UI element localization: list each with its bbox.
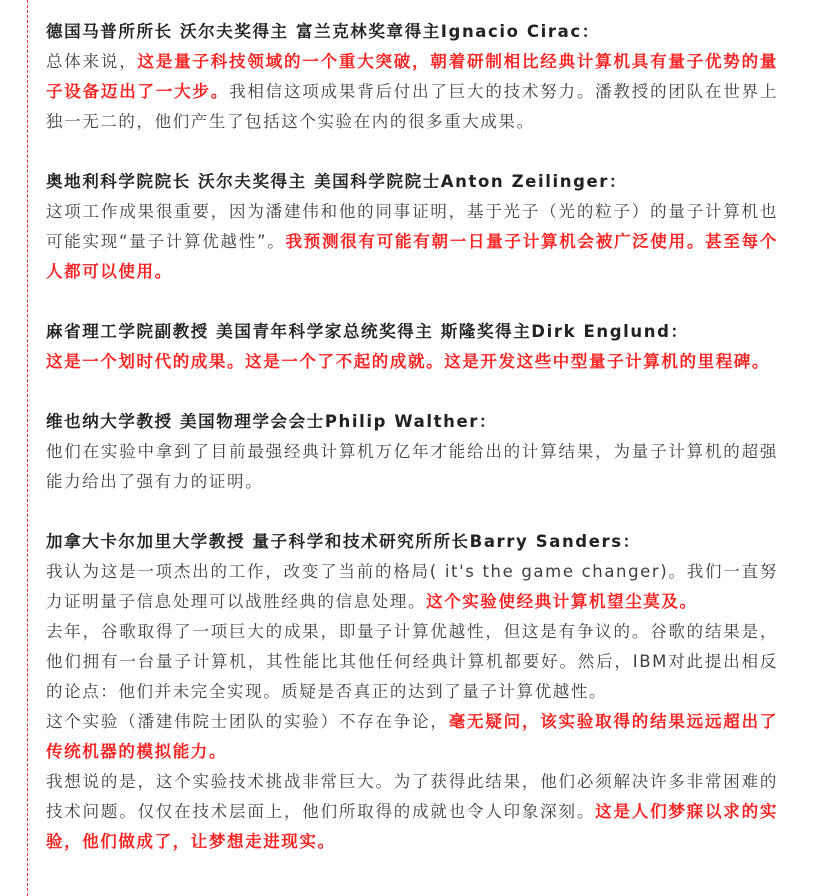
body-text: 我认为这是一项杰出的工作，改变了当前的格局( it's the game changer)。我们一直努力证明量子信息处理可以战胜经典的信息处理。 xyxy=(46,562,778,611)
quote-block xyxy=(46,317,778,377)
quote-block xyxy=(46,527,778,857)
body-text: 去年，谷歌取得了一项巨大的成果，即量子计算优越性，但这是有争议的。谷歌的结果是，他们拥有一台量子计算机，其性能比其他任何经典计算机都要好。然后，IBM对此提出相反的论点：他们并未完全实现。质疑是否真正的达到了量子计算优越性。 xyxy=(46,622,778,701)
dashed-left-border xyxy=(27,0,28,896)
highlighted-text: 这是一个划时代的成果。这是一个了不起的成就。这是开发这些中型量子计算机的里程碑。 xyxy=(46,352,770,371)
body-text: 我相信这项成果背后付出了巨大的技术努力。潘教授的团队在世界上独一无二的，他们产生了包括这个实验在内的很多重大成果。 xyxy=(46,82,779,131)
quote-paragraph xyxy=(46,557,778,617)
quote-block xyxy=(46,17,778,137)
body-text: 他们在实验中拿到了目前最强经典计算机万亿年才能给出的计算结果，为量子计算机的超强能力给出了强有力的证明。 xyxy=(46,442,778,491)
highlighted-text: 这是人们梦寐以求的实验，他们做成了，让梦想走进现实。 xyxy=(46,802,779,851)
quote-paragraph xyxy=(46,47,778,137)
body-text: 这项工作成果很重要，因为潘建伟和他的同事证明，基于光子（光的粒子）的量子计算机也可能实现“量子计算优越性”。 xyxy=(46,202,778,251)
quote-paragraph xyxy=(46,347,778,377)
quote-block xyxy=(46,167,778,287)
quote-author-heading: 维也纳大学教授 美国物理学会会士Philip Walther： xyxy=(46,412,498,431)
quote-paragraph xyxy=(46,707,778,767)
quote-paragraph xyxy=(46,767,778,857)
body-text: 这个实验（潘建伟院士团队的实验）不存在争论， xyxy=(46,712,449,731)
quote-paragraph xyxy=(46,437,778,497)
highlighted-text: 毫无疑问，该实验取得的结果远远超出了传统机器的模拟能力。 xyxy=(46,712,778,761)
highlighted-text: 我预测很有可能有朝一日量子计算机会被广泛使用。甚至每个人都可以使用。 xyxy=(46,232,778,281)
quote-author-heading: 麻省理工学院副教授 美国青年科学家总统奖得主 斯隆奖得主Dirk Englund： xyxy=(46,322,689,341)
quote-block xyxy=(46,407,778,497)
highlighted-text: 这个实验使经典计算机望尘莫及。 xyxy=(426,592,698,611)
quote-author-heading: 德国马普所所长 沃尔夫奖得主 富兰克林奖章得主Ignacio Cirac： xyxy=(46,22,600,41)
article-body xyxy=(46,17,778,887)
quote-paragraph xyxy=(46,197,778,287)
body-text: 我想说的是，这个实验技术挑战非常巨大。为了获得此结果，他们必须解决许多非常困难的技术问题。仅仅在技术层面上，他们所取得的成就也令人印象深刻。 xyxy=(46,772,778,821)
body-text: 总体来说， xyxy=(46,52,138,71)
highlighted-text: 这是量子科技领域的一个重大突破，朝着研制相比经典计算机具有量子优势的量子设备迈出了一大步。 xyxy=(46,52,779,101)
quote-author-heading: 奥地利科学院院长 沃尔夫奖得主 美国科学院院士Anton Zeilinger： xyxy=(46,172,628,191)
quote-author-heading: 加拿大卡尔加里大学教授 量子科学和技术研究所所长Barry Sanders： xyxy=(46,532,641,551)
quote-paragraph xyxy=(46,617,778,707)
